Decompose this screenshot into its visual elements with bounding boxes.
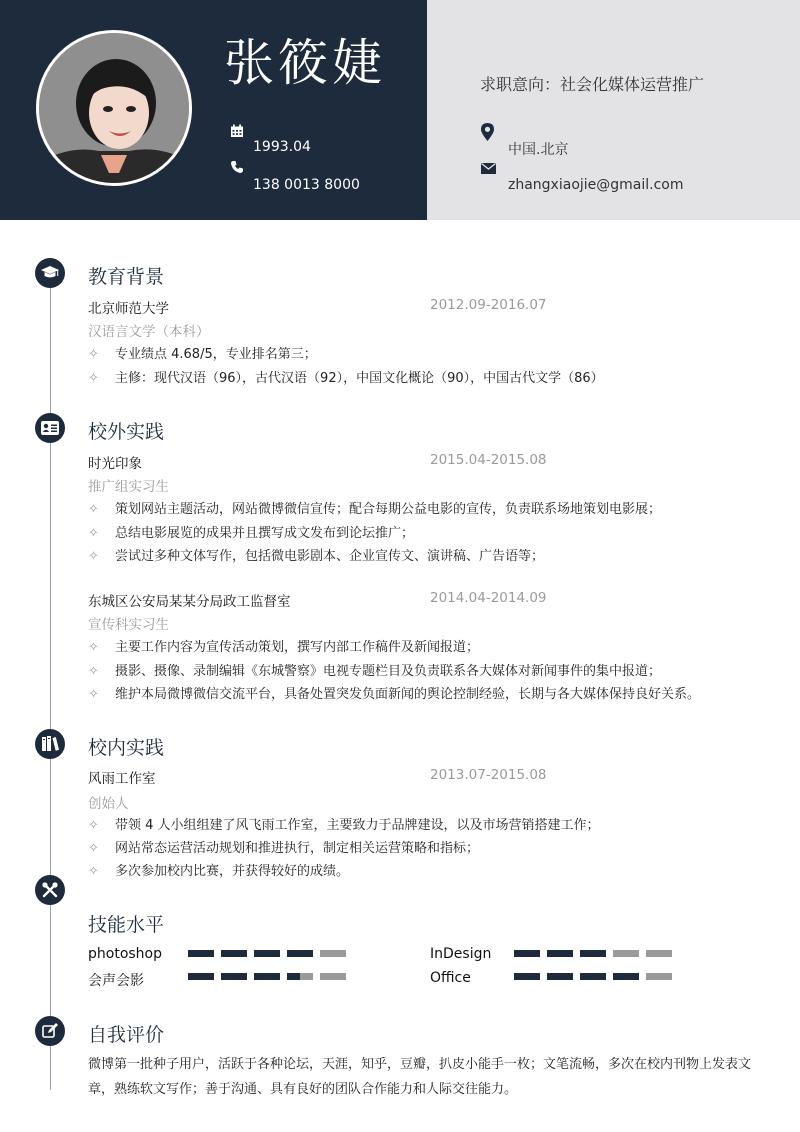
candidate-name: 张筱婕 <box>224 34 386 92</box>
skill-bar <box>188 973 346 980</box>
skill-name: photoshop <box>88 946 162 962</box>
self-eval-section-icon <box>35 1016 65 1046</box>
bullet-star-icon: ✧ <box>88 347 99 362</box>
location-pin-icon <box>481 123 494 143</box>
list-item: ✧ 摄影、摄像、录制编辑《东城警察》电视专题栏目及负责联系各大媒体对新闻事件的集中报道； <box>88 664 662 679</box>
bullet-star-icon: ✧ <box>88 864 99 879</box>
section-title-internal: 校内实践 <box>88 737 165 759</box>
skill-name: Office <box>430 970 471 986</box>
skill-bar-segment <box>646 973 672 980</box>
birth-date: 1993.04 <box>253 139 311 155</box>
external-org-2: 东城区公安局某某分局政工监督室 <box>88 594 291 610</box>
education-section-icon <box>35 258 65 288</box>
external-role-2: 宣传科实习生 <box>88 617 169 633</box>
graduation-cap-icon <box>40 265 60 281</box>
skill-bar-segment <box>514 950 540 957</box>
education-date: 2012.09-2016.07 <box>430 297 547 313</box>
section-title-external: 校外实践 <box>88 421 165 443</box>
timeline-line <box>50 272 51 1090</box>
list-item: ✧ 策划网站主题活动，网站微博微信宣传；配合每期公益电影的宣传，负责联系场地策划电影展； <box>88 502 662 517</box>
phone-icon <box>230 160 244 174</box>
skill-bar <box>514 950 672 957</box>
list-item: ✧ 维护本局微博微信交流平台，具备处置突发负面新闻的舆论控制经验，长期与各大媒体保持良好关系。 <box>88 687 701 702</box>
self-eval-text: 微博第一批种子用户，活跃于各种论坛，天涯，知乎，豆瓣，扒皮小能手一枚；文笔流畅，多次在校内刊物上发表文章，熟练软文写作；善于沟通、具有良好的团队合作能力和人际交往能力。 <box>88 1057 752 1097</box>
location: 中国.北京 <box>508 142 569 158</box>
skill-bar-segment <box>287 973 313 980</box>
bullet-star-icon: ✧ <box>88 664 99 679</box>
phone-number: 138 0013 8000 <box>253 177 360 193</box>
skill-name: InDesign <box>430 946 492 962</box>
list-item: ✧ 总结电影展览的成果并且撰写成文发布到论坛推广； <box>88 526 415 541</box>
skill-bar-segment <box>254 973 280 980</box>
section-title-self-eval: 自我评价 <box>88 1024 165 1046</box>
edit-icon <box>41 1022 59 1040</box>
skill-bar-segment <box>547 950 573 957</box>
list-item: ✧ 主要工作内容为宣传活动策划，撰写内部工作稿件及新闻报道； <box>88 640 480 655</box>
external-org-1: 时光印象 <box>88 456 142 472</box>
skill-bar-segment <box>580 973 606 980</box>
list-item: ✧ 主修：现代汉语（96），古代汉语（92），中国文化概论（90），中国古代文学（86） <box>88 371 604 386</box>
skill-bar-segment <box>547 973 573 980</box>
envelope-icon <box>481 163 496 174</box>
bullet-star-icon: ✧ <box>88 502 99 517</box>
bullet-star-icon: ✧ <box>88 640 99 655</box>
external-date-1: 2015.04-2015.08 <box>430 452 547 468</box>
section-title-skills: 技能水平 <box>88 914 165 936</box>
job-objective: 求职意向：社会化媒体运营推广 <box>480 75 705 94</box>
skill-bar-segment <box>188 973 214 980</box>
skill-bar-segment <box>580 950 606 957</box>
calendar-icon <box>230 124 244 138</box>
avatar <box>36 30 192 186</box>
list-item: ✧ 专业绩点 4.68/5，专业排名第三； <box>88 347 317 362</box>
skill-bar-segment <box>646 950 672 957</box>
skill-bar <box>188 950 346 957</box>
section-title-education: 教育背景 <box>88 266 165 288</box>
skill-bar-segment <box>514 973 540 980</box>
tools-icon <box>41 881 59 899</box>
email: zhangxiaojie@gmail.com <box>508 177 684 193</box>
bullet-star-icon: ✧ <box>88 818 99 833</box>
list-item: ✧ 带领 4 人小组组建了风飞雨工作室，主要致力于品牌建设，以及市场营销搭建工作； <box>88 818 600 833</box>
bullet-star-icon: ✧ <box>88 687 99 702</box>
internal-date: 2013.07-2015.08 <box>430 767 547 783</box>
books-icon <box>40 735 60 753</box>
internal-role: 创始人 <box>88 796 129 812</box>
bullet-star-icon: ✧ <box>88 371 99 386</box>
skill-bar-segment <box>320 973 346 980</box>
skill-bar-segment <box>188 950 214 957</box>
skill-bar-segment <box>221 973 247 980</box>
skill-bar-segment <box>320 950 346 957</box>
bullet-star-icon: ✧ <box>88 526 99 541</box>
internal-section-icon <box>35 729 65 759</box>
list-item: ✧ 多次参加校内比赛，并获得较好的成绩。 <box>88 864 350 879</box>
education-school: 北京师范大学 <box>88 301 169 317</box>
skill-bar <box>514 973 672 980</box>
id-card-icon <box>40 420 60 436</box>
external-role-1: 推广组实习生 <box>88 479 169 495</box>
skills-section-icon <box>35 875 65 905</box>
skill-bar-segment <box>613 973 639 980</box>
skill-bar-segment <box>613 950 639 957</box>
skill-name: 会声会影 <box>88 973 144 989</box>
external-section-icon <box>35 413 65 443</box>
portrait-photo <box>39 33 189 183</box>
list-item: ✧ 网站常态运营活动规划和推进执行，制定相关运营策略和指标； <box>88 841 480 856</box>
education-major: 汉语言文学（本科） <box>88 324 210 340</box>
bullet-star-icon: ✧ <box>88 841 99 856</box>
bullet-star-icon: ✧ <box>88 549 99 564</box>
external-date-2: 2014.04-2014.09 <box>430 590 547 606</box>
internal-org: 风雨工作室 <box>88 771 156 787</box>
skill-bar-segment <box>287 950 313 957</box>
skill-bar-segment <box>221 950 247 957</box>
list-item: ✧ 尝试过多种文体写作，包括微电影剧本、企业宣传文、演讲稿、广告语等； <box>88 549 545 564</box>
skill-bar-segment <box>254 950 280 957</box>
